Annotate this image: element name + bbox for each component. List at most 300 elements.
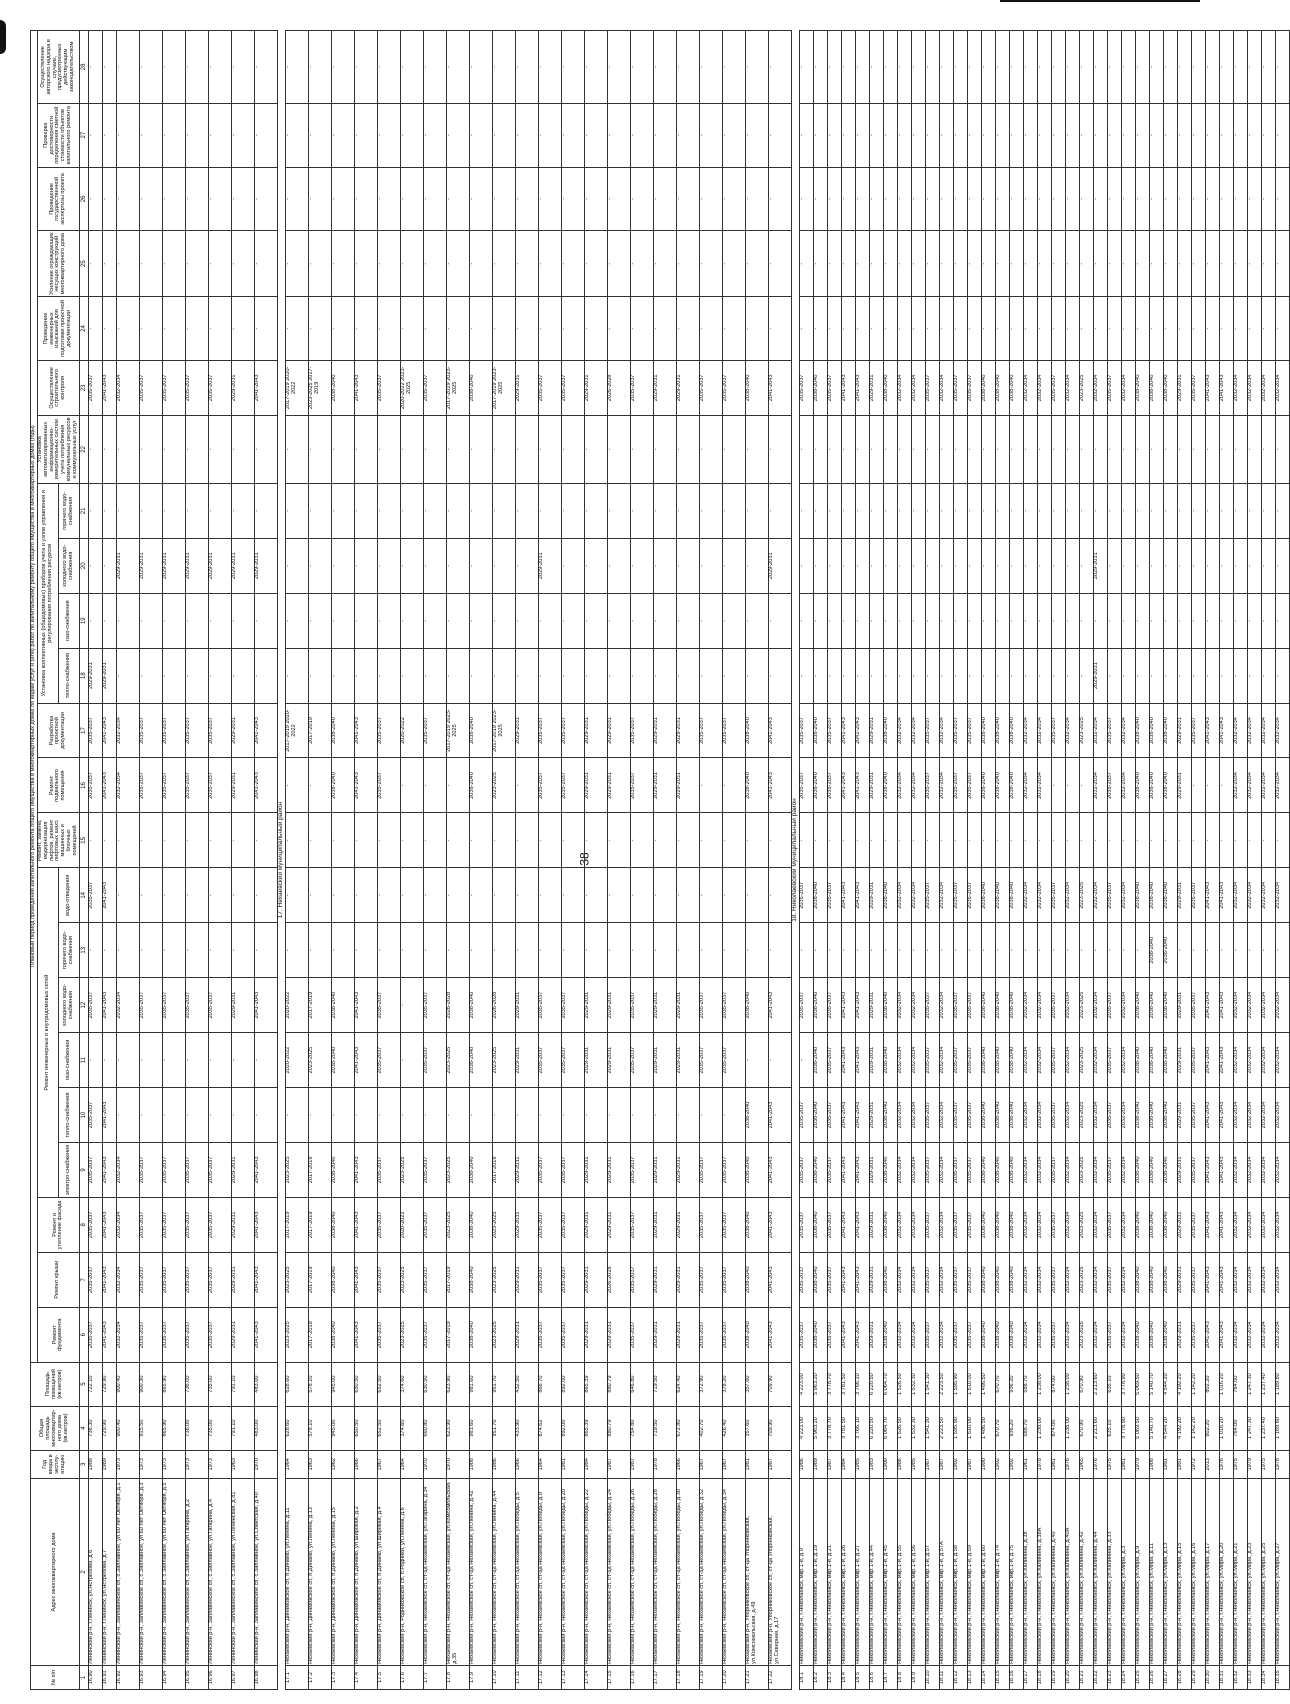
table-cell: - — [1205, 923, 1219, 978]
table-cell: - — [768, 923, 791, 978]
table-cell: 2035-2037 — [630, 1142, 653, 1197]
table-cell: - — [1107, 813, 1121, 868]
table-cell: 2032-2034 — [117, 1142, 140, 1197]
table-cell: 2035-2037 — [140, 703, 163, 758]
row-number: 17.19 — [699, 1665, 722, 1689]
table-cell: 372.90 — [699, 1362, 722, 1406]
table-cell: 2032-2034 — [1233, 703, 1247, 758]
table-cell: 2041-2043 — [255, 703, 278, 758]
table-row — [883, 31, 897, 1690]
table-cell: - — [285, 648, 308, 703]
table-cell: - — [1051, 231, 1065, 297]
table-cell: 2041-2043 — [1205, 703, 1219, 758]
table-cell: 736.00 — [186, 1406, 209, 1450]
table-cell: 2038-2040 — [995, 360, 1009, 415]
table-cell: 2017-2019 — [308, 1252, 331, 1307]
table-cell: 2035-2037 — [89, 1142, 103, 1197]
table-cell: - — [186, 231, 209, 297]
row-number: 17.10 — [492, 1665, 515, 1689]
table-row — [140, 31, 163, 1690]
header-cold-water: холодного водо-снабжения — [58, 978, 79, 1033]
table-cell: - — [163, 103, 186, 167]
table-cell: - — [1135, 538, 1149, 593]
table-cell: - — [1233, 31, 1247, 104]
table-cell: - — [841, 483, 855, 538]
table-cell: 2035-2037 — [699, 360, 722, 415]
row-number: 16.98 — [255, 1665, 278, 1689]
table-cell: 2035-2037 — [967, 1197, 981, 1252]
table-cell: 670.90 — [1079, 1406, 1093, 1450]
table-cell: - — [492, 31, 515, 104]
row-address: Николаевский р-н, г.Николаевск, мкр.1-й, д.44 — [869, 1479, 883, 1666]
table-cell: - — [869, 31, 883, 104]
table-cell: 1975 — [1107, 1450, 1121, 1479]
table-cell: 2038-2040 — [1149, 1142, 1163, 1197]
table-cell: - — [400, 167, 423, 231]
table-cell: 2029-2031 — [676, 1197, 699, 1252]
table-cell: 2032-2034 — [939, 1252, 953, 1307]
table-row — [827, 31, 841, 1690]
table-cell: 2032-2034 — [1037, 758, 1051, 813]
table-cell: 2035-2037 — [925, 978, 939, 1033]
row-address: Николаевский р-н, г.Николаевск, ул.Мира, д.16 — [1191, 1479, 1205, 1666]
table-cell: 2035-2037 — [799, 1142, 813, 1197]
table-cell: 2029-2031 — [869, 1252, 883, 1307]
table-cell: - — [140, 813, 163, 868]
table-cell: 2035-2037 — [1191, 1142, 1205, 1197]
table-cell: - — [423, 538, 446, 593]
table-cell: - — [745, 31, 768, 104]
table-cell: 945.00 — [331, 1406, 354, 1450]
table-cell: - — [1219, 483, 1233, 538]
table-cell: - — [1121, 538, 1135, 593]
table-cell: 2038-2040 — [745, 978, 768, 1033]
table-cell: 2035-2037 — [1191, 360, 1205, 415]
table-cell: 2032-2034 — [911, 360, 925, 415]
header-meters: Установка коллективных (общедомовых) приборов учета и узлов управления и регулирования потребления ресурсов — [37, 483, 58, 703]
table-row — [630, 31, 653, 1690]
table-cell: - — [1149, 103, 1163, 167]
row-address: Николаевский р-н, г.Николаевск, мкр.1-й, д.45 — [883, 1479, 897, 1666]
table-cell: - — [446, 415, 469, 483]
table-cell: - — [423, 483, 446, 538]
table-cell: - — [285, 103, 308, 167]
table-cell: - — [117, 103, 140, 167]
table-cell: 2041-2043 — [255, 1142, 278, 1197]
table-cell: - — [722, 483, 745, 538]
table-cell: - — [1149, 648, 1163, 703]
table-cell: - — [897, 648, 911, 703]
table-cell: 2035-2037 — [561, 1033, 584, 1088]
table-cell: 2023-2025 2017-2019 — [308, 360, 331, 415]
table-cell: - — [423, 593, 446, 648]
table-cell: - — [745, 103, 768, 167]
table-cell: - — [925, 648, 939, 703]
table-cell: - — [981, 31, 995, 104]
table-cell: - — [813, 103, 827, 167]
table-cell: 2032-2034 — [1093, 978, 1107, 1033]
table-cell: 1978 — [1037, 1450, 1051, 1479]
table-cell: - — [117, 813, 140, 868]
table-cell: - — [953, 593, 967, 648]
table-row — [953, 31, 967, 1690]
column-number: 16 — [79, 758, 88, 813]
table-cell: - — [995, 297, 1009, 361]
table-cell: 2041-2043 — [354, 703, 377, 758]
table-cell: - — [515, 648, 538, 703]
table-cell: 2032-2034 — [1065, 703, 1079, 758]
table-cell: - — [186, 868, 209, 923]
table-cell: 2029-2031 — [232, 538, 255, 593]
table-cell: 2038-2040 — [469, 1033, 492, 1088]
table-cell: - — [768, 31, 791, 104]
table-cell: 2029-2031 — [140, 538, 163, 593]
table-row — [813, 31, 827, 1690]
table-cell: - — [1177, 813, 1191, 868]
table-cell: - — [630, 415, 653, 483]
table-cell: - — [1093, 483, 1107, 538]
table-cell: 2032-2034 — [1093, 868, 1107, 923]
table-cell: - — [538, 483, 561, 538]
table-cell: 2032-2034 — [1023, 1307, 1037, 1362]
table-cell: 2035-2037 — [722, 978, 745, 1033]
table-cell: 2041-2043 — [354, 1252, 377, 1307]
table-cell: 2038-2040 — [813, 978, 827, 1033]
table-cell: 628.60 — [285, 1406, 308, 1450]
row-address: Николаевский р-н, г.Николаевск, ул.Калинина, д.44 — [1093, 1479, 1107, 1666]
table-cell: - — [1233, 415, 1247, 483]
table-cell: - — [1037, 483, 1051, 538]
table-cell: 2023-2025 — [1079, 1033, 1093, 1088]
table-cell: 2032-2034 — [1233, 360, 1247, 415]
table-cell: - — [841, 415, 855, 483]
row-address: Нехаевский р-н, Динамовское сп, п.Динамо, ул.Ленина, д.13 — [308, 1479, 331, 1666]
table-cell: - — [492, 103, 515, 167]
table-cell: 2029-2031 — [653, 703, 676, 758]
table-cell: - — [209, 31, 232, 104]
table-cell: 2035-2037 — [1191, 1088, 1205, 1143]
table-cell: 2032-2034 — [911, 758, 925, 813]
column-number: 21 — [79, 483, 88, 538]
table-cell: 2035-2037 — [209, 1307, 232, 1362]
table-cell: 2032-2034 — [1121, 703, 1135, 758]
table-cell: 1987 — [827, 1450, 841, 1479]
table-cell: 2041-2043 — [354, 1142, 377, 1197]
table-cell: - — [827, 415, 841, 483]
table-header — [31, 31, 80, 1690]
table-cell: 2029-2031 — [232, 758, 255, 813]
table-cell: 2032-2034 — [897, 1142, 911, 1197]
row-number: 16.94 — [163, 1665, 186, 1689]
column-number: 19 — [79, 593, 88, 648]
table-cell: - — [354, 868, 377, 923]
row-number: 17.17 — [653, 1665, 676, 1689]
table-cell: 2041-2043 — [255, 978, 278, 1033]
table-cell: - — [232, 923, 255, 978]
table-cell: - — [561, 868, 584, 923]
table-cell: 764.00 — [1233, 1362, 1247, 1406]
table-cell: - — [255, 31, 278, 104]
table-cell: - — [584, 648, 607, 703]
table-cell: 2041-2043 — [841, 360, 855, 415]
table-cell: - — [653, 103, 676, 167]
row-address: Ленинский р-н, Заплавинское сп, с.Заплавное, ул.Советская, д.40 — [255, 1479, 278, 1666]
table-cell: - — [1177, 593, 1191, 648]
table-cell: - — [1051, 648, 1065, 703]
table-cell: - — [308, 758, 331, 813]
table-cell: 2026-2028 — [607, 360, 630, 415]
table-cell: - — [140, 923, 163, 978]
table-cell: - — [722, 648, 745, 703]
table-cell: - — [1065, 415, 1079, 483]
table-cell: 2032-2034 — [1275, 703, 1289, 758]
table-cell: 1964 — [538, 1450, 561, 1479]
row-address: Николаевский р-н, г.Николаевск, ул.Мира, д.9 — [1135, 1479, 1149, 1666]
table-cell: 2035-2037 — [163, 1197, 186, 1252]
table-cell: 874.00 — [1051, 1406, 1065, 1450]
table-cell: - — [699, 538, 722, 593]
table-cell: - — [799, 923, 813, 978]
table-cell: 2029-2031 — [869, 1307, 883, 1362]
table-cell: - — [1219, 297, 1233, 361]
table-cell: - — [981, 483, 995, 538]
table-cell: 1 526.50 — [897, 1362, 911, 1406]
table-cell: 2038-2040 — [981, 1252, 995, 1307]
header-foundation: Ремонт фундамента — [37, 1307, 79, 1362]
table-cell: - — [1177, 103, 1191, 167]
header-meter-cold: холодного водо-снабжения — [58, 538, 79, 593]
table-cell: 2032-2034 — [1247, 1307, 1261, 1362]
table-cell: 650.50 — [354, 1362, 377, 1406]
table-cell: 2035-2037 — [1051, 1142, 1065, 1197]
table-cell: 2041-2043 — [841, 1197, 855, 1252]
table-cell: - — [1205, 593, 1219, 648]
table-cell: - — [209, 231, 232, 297]
table-cell: - — [446, 31, 469, 104]
table-cell: - — [1191, 758, 1205, 813]
table-cell: - — [515, 1088, 538, 1143]
table-cell: - — [827, 538, 841, 593]
row-address: Нехаевский р-н, Родниковское сп, п.Родники, ул.Ленина, д.6 — [400, 1479, 423, 1666]
table-cell: 2032-2034 — [1261, 1088, 1275, 1143]
table-row — [1093, 31, 1107, 1690]
table-cell: 2032-2034 — [1261, 1307, 1275, 1362]
table-cell: - — [1051, 538, 1065, 593]
table-cell: 2035-2037 — [538, 1197, 561, 1252]
table-cell: 2035-2037 — [699, 1033, 722, 1088]
table-cell: 2038-2040 — [469, 703, 492, 758]
table-cell: 2035-2037 — [1051, 1307, 1065, 1362]
table-cell: 2038-2040 — [813, 1033, 827, 1088]
table-cell: 865.39 — [584, 1362, 607, 1406]
row-address: Ленинский р-н, Заплавинское сп, с.Заплавное, ул.60 лет Октября, д.3 — [140, 1479, 163, 1666]
table-cell: 2038-2040 — [1163, 1142, 1177, 1197]
table-cell: 2041-2043 — [255, 758, 278, 813]
table-cell: - — [561, 103, 584, 167]
table-cell: 2041-2043 — [103, 360, 117, 415]
table-cell: - — [515, 103, 538, 167]
table-cell: 2038-2040 — [1149, 1033, 1163, 1088]
table-cell: - — [1149, 483, 1163, 538]
table-cell: - — [1219, 813, 1233, 868]
table-cell: - — [232, 483, 255, 538]
table-row — [911, 31, 925, 1690]
table-cell: 2035-2037 — [799, 758, 813, 813]
table-cell: - — [897, 593, 911, 648]
table-cell: 2041-2043 — [255, 1252, 278, 1307]
table-cell: 1966 — [515, 1450, 538, 1479]
table-cell: - — [377, 923, 400, 978]
table-cell: 2038-2040 — [995, 868, 1009, 923]
table-cell: - — [607, 538, 630, 593]
row-number: 17.5 — [377, 1665, 400, 1689]
row-number: 16.95 — [186, 1665, 209, 1689]
table-cell: - — [911, 415, 925, 483]
table-cell: - — [584, 813, 607, 868]
table-cell: - — [1163, 483, 1177, 538]
table-cell: 2029-2031 — [1177, 703, 1191, 758]
table-cell: 2032-2034 — [1093, 703, 1107, 758]
table-cell: - — [653, 868, 676, 923]
table-cell: 2035-2037 — [89, 758, 103, 813]
table-cell: - — [561, 593, 584, 648]
table-cell: 2029-2031 — [1093, 648, 1107, 703]
table-cell: - — [1009, 415, 1023, 483]
table-cell: - — [140, 868, 163, 923]
table-cell: - — [799, 415, 813, 483]
table-cell: 2035-2037 — [827, 1142, 841, 1197]
table-cell: - — [1065, 103, 1079, 167]
table-cell: 2032-2034 — [1023, 758, 1037, 813]
table-cell: 2029-2031 — [232, 1197, 255, 1252]
table-cell: 2032-2034 — [1275, 1307, 1289, 1362]
table-cell: 2041-2043 — [841, 758, 855, 813]
table-cell: - — [1079, 231, 1093, 297]
table-cell: - — [354, 415, 377, 483]
table-cell: - — [331, 297, 354, 361]
table-cell: 2041-2043 — [1205, 1033, 1219, 1088]
table-cell: - — [1093, 103, 1107, 167]
table-cell: 1 016.20 — [1219, 1406, 1233, 1450]
table-cell: 2035-2037 — [538, 703, 561, 758]
table-cell: 2038-2040 — [995, 1252, 1009, 1307]
table-cell: 2035-2037 — [925, 703, 939, 758]
table-cell: - — [869, 483, 883, 538]
table-cell: 2035-2037 — [186, 703, 209, 758]
table-cell: - — [607, 923, 630, 978]
table-cell: 2038-2040 — [331, 978, 354, 1033]
table-cell: - — [967, 923, 981, 978]
table-cell: - — [1191, 415, 1205, 483]
table-cell: 2038-2040 — [995, 1142, 1009, 1197]
table-cell: - — [607, 297, 630, 361]
table-cell: 2041-2043 — [354, 758, 377, 813]
row-address: Николаевский р-н, г.Николаевск, ул.Мира, д.25 — [1261, 1479, 1275, 1666]
table-cell: 2035-2037 — [377, 1252, 400, 1307]
table-cell: - — [653, 593, 676, 648]
table-cell: 736.30 — [89, 1406, 103, 1450]
table-cell: - — [1219, 758, 1233, 813]
table-cell: 2032-2034 — [1275, 1197, 1289, 1252]
table-cell: - — [446, 923, 469, 978]
table-cell: - — [354, 593, 377, 648]
row-address: Николаевский р-н, г.Николаевск, ул.Калинина, д.40 — [1051, 1479, 1065, 1666]
table-cell: 1 532.30 — [911, 1362, 925, 1406]
table-cell: 1986 — [897, 1450, 911, 1479]
table-cell: - — [584, 31, 607, 104]
table-cell: - — [630, 868, 653, 923]
table-cell: 2035-2037 — [630, 1033, 653, 1088]
table-cell: - — [676, 297, 699, 361]
table-cell: - — [1219, 648, 1233, 703]
table-cell: - — [1037, 297, 1051, 361]
table-cell: 2035-2037 — [1107, 360, 1121, 415]
table-cell: 588.70 — [1023, 1406, 1037, 1450]
table-cell: - — [939, 483, 953, 538]
table-cell: 2041-2043 — [1205, 360, 1219, 415]
table-cell: 2029-2031 — [255, 538, 278, 593]
table-cell: - — [377, 415, 400, 483]
table-cell: 2035-2037 — [630, 1307, 653, 1362]
table-cell: - — [827, 593, 841, 648]
row-number: 18.16 — [1009, 1665, 1023, 1689]
table-cell: - — [354, 483, 377, 538]
table-cell: 1966 — [354, 1450, 377, 1479]
table-cell: 2032-2034 — [1275, 1088, 1289, 1143]
table-cell: - — [1121, 648, 1135, 703]
row-number: 16.97 — [232, 1665, 255, 1689]
table-cell: 2038-2040 — [1149, 758, 1163, 813]
table-cell: 2035-2037 — [722, 1307, 745, 1362]
table-cell: - — [1121, 415, 1135, 483]
table-cell: 4 544.20 — [1163, 1406, 1177, 1450]
table-cell: 936.20 — [1009, 1362, 1023, 1406]
table-cell: 802.20 — [1205, 1362, 1219, 1406]
table-cell: - — [423, 167, 446, 231]
table-cell: - — [255, 593, 278, 648]
table-cell: - — [1009, 483, 1023, 538]
table-cell: - — [1177, 483, 1191, 538]
table-cell: 2017-2019 2023-2025 — [446, 703, 469, 758]
table-cell: - — [676, 483, 699, 538]
table-cell: - — [995, 31, 1009, 104]
row-number: 16.93 — [140, 1665, 163, 1689]
table-cell: - — [117, 231, 140, 297]
table-cell: 1976 — [1219, 1450, 1233, 1479]
table-cell: - — [883, 923, 897, 978]
table-cell: 2038-2040 — [1009, 1197, 1023, 1252]
table-cell: 2038-2040 — [1163, 360, 1177, 415]
table-cell: - — [855, 483, 869, 538]
row-number: 17.2 — [308, 1665, 331, 1689]
table-cell: 2041-2043 — [103, 1088, 117, 1143]
table-cell: 2035-2037 — [630, 758, 653, 813]
table-cell: - — [354, 31, 377, 104]
table-cell: - — [446, 538, 469, 593]
table-cell: - — [925, 923, 939, 978]
table-cell: 5 140.70 — [1149, 1406, 1163, 1450]
column-number: 26 — [79, 167, 88, 231]
table-cell: 2029-2031 — [676, 1033, 699, 1088]
table-cell: - — [925, 297, 939, 361]
table-cell: - — [799, 648, 813, 703]
table-cell: - — [911, 483, 925, 538]
table-cell: 2032-2034 — [939, 703, 953, 758]
row-number: 17.20 — [722, 1665, 745, 1689]
table-row — [1261, 31, 1275, 1690]
table-cell: - — [745, 297, 768, 361]
table-cell: - — [1023, 813, 1037, 868]
